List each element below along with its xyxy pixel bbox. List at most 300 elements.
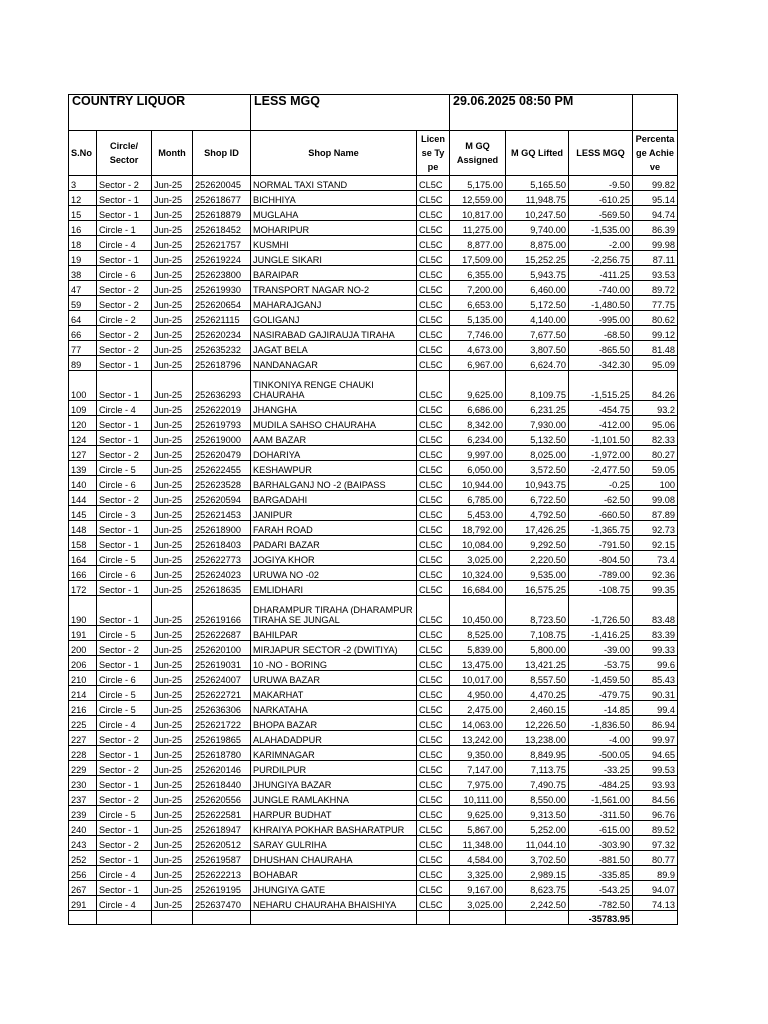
total-blank-cell xyxy=(633,911,678,925)
cell-less-mgq: -865.50 xyxy=(569,341,633,356)
cell-shop-name: BARHALGANJ NO -2 (BAIPASS xyxy=(251,476,417,491)
cell-circle-sector: Sector - 2 xyxy=(97,446,152,461)
cell-shop-name: 10 -NO - BORING xyxy=(251,656,417,671)
cell-less-mgq: -1,561.00 xyxy=(569,791,633,806)
header-row xyxy=(69,131,678,176)
cell-shop-id: 252619930 xyxy=(193,281,251,296)
cell-circle-sector: Sector - 2 xyxy=(97,326,152,341)
cell-percentage: 99.97 xyxy=(633,731,678,746)
cell-less-mgq: -14.85 xyxy=(569,701,633,716)
cell-circle-sector: Sector - 1 xyxy=(97,581,152,596)
cell-license-type: CL5C xyxy=(417,461,450,476)
cell-mgq-lifted: 8,623.75 xyxy=(506,881,569,896)
cell-mgq-lifted: 16,575.25 xyxy=(506,581,569,596)
cell-circle-sector: Sector - 2 xyxy=(97,641,152,656)
cell-shop-name: PURDILPUR xyxy=(251,761,417,776)
cell-mgq-assigned: 5,867.00 xyxy=(450,821,506,836)
cell-less-mgq: -53.75 xyxy=(569,656,633,671)
cell-mgq-lifted: 13,238.00 xyxy=(506,731,569,746)
cell-mgq-assigned: 7,746.00 xyxy=(450,326,506,341)
cell-shop-name: JHUNGIYA GATE xyxy=(251,881,417,896)
cell-percentage: 93.53 xyxy=(633,266,678,281)
cell-mgq-lifted: 8,109.75 xyxy=(506,371,569,401)
cell-percentage: 77.75 xyxy=(633,296,678,311)
cell-mgq-lifted: 9,292.50 xyxy=(506,536,569,551)
cell-shop-name: ALAHADADPUR xyxy=(251,731,417,746)
table-row xyxy=(69,536,678,551)
cell-month: Jun-25 xyxy=(152,821,193,836)
cell-license-type: CL5C xyxy=(417,746,450,761)
cell-circle-sector: Circle - 5 xyxy=(97,461,152,476)
table-row xyxy=(69,446,678,461)
cell-circle-sector: Sector - 2 xyxy=(97,281,152,296)
cell-sno: 191 xyxy=(69,626,97,641)
cell-less-mgq: -1,535.00 xyxy=(569,221,633,236)
cell-circle-sector: Sector - 1 xyxy=(97,416,152,431)
cell-circle-sector: Circle - 1 xyxy=(97,221,152,236)
cell-sno: 18 xyxy=(69,236,97,251)
cell-license-type: CL5C xyxy=(417,356,450,371)
cell-shop-name: MOHARIPUR xyxy=(251,221,417,236)
cell-license-type: CL5C xyxy=(417,641,450,656)
cell-shop-name: MUDILA SAHSO CHAURAHA xyxy=(251,416,417,431)
cell-shop-id: 252619793 xyxy=(193,416,251,431)
cell-mgq-lifted: 3,572.50 xyxy=(506,461,569,476)
cell-mgq-assigned: 9,167.00 xyxy=(450,881,506,896)
cell-month: Jun-25 xyxy=(152,716,193,731)
cell-sno: 47 xyxy=(69,281,97,296)
table-row xyxy=(69,281,678,296)
cell-sno: 190 xyxy=(69,596,97,626)
table-row xyxy=(69,851,678,866)
cell-month: Jun-25 xyxy=(152,881,193,896)
cell-license-type: CL5C xyxy=(417,656,450,671)
cell-license-type: CL5C xyxy=(417,581,450,596)
cell-shop-id: 252619031 xyxy=(193,656,251,671)
table-row xyxy=(69,656,678,671)
cell-mgq-lifted: 11,948.75 xyxy=(506,191,569,206)
cell-less-mgq: -1,972.00 xyxy=(569,446,633,461)
cell-mgq-assigned: 10,450.00 xyxy=(450,596,506,626)
cell-mgq-lifted: 7,677.50 xyxy=(506,326,569,341)
cell-month: Jun-25 xyxy=(152,296,193,311)
cell-circle-sector: Sector - 1 xyxy=(97,536,152,551)
cell-circle-sector: Sector - 2 xyxy=(97,731,152,746)
cell-mgq-lifted: 7,930.00 xyxy=(506,416,569,431)
cell-license-type: CL5C xyxy=(417,281,450,296)
cell-percentage: 86.94 xyxy=(633,716,678,731)
cell-circle-sector: Sector - 1 xyxy=(97,356,152,371)
cell-mgq-assigned: 7,147.00 xyxy=(450,761,506,776)
cell-license-type: CL5C xyxy=(417,401,450,416)
cell-percentage: 84.26 xyxy=(633,371,678,401)
cell-mgq-lifted: 7,490.75 xyxy=(506,776,569,791)
cell-shop-id: 252622721 xyxy=(193,686,251,701)
cell-mgq-lifted: 8,875.00 xyxy=(506,236,569,251)
cell-percentage: 97.32 xyxy=(633,836,678,851)
cell-sno: 166 xyxy=(69,566,97,581)
cell-license-type: CL5C xyxy=(417,191,450,206)
table-row xyxy=(69,416,678,431)
cell-mgq-lifted: 3,807.50 xyxy=(506,341,569,356)
cell-mgq-lifted: 4,140.00 xyxy=(506,311,569,326)
cell-less-mgq: -1,836.50 xyxy=(569,716,633,731)
cell-sno: 19 xyxy=(69,251,97,266)
cell-mgq-lifted: 5,165.50 xyxy=(506,176,569,191)
cell-mgq-lifted: 7,113.75 xyxy=(506,761,569,776)
cell-month: Jun-25 xyxy=(152,566,193,581)
cell-mgq-assigned: 4,673.00 xyxy=(450,341,506,356)
cell-percentage: 90.31 xyxy=(633,686,678,701)
cell-mgq-lifted: 13,421.25 xyxy=(506,656,569,671)
cell-mgq-assigned: 10,017.00 xyxy=(450,671,506,686)
cell-circle-sector: Sector - 1 xyxy=(97,596,152,626)
cell-sno: 120 xyxy=(69,416,97,431)
cell-license-type: CL5C xyxy=(417,626,450,641)
table-row xyxy=(69,266,678,281)
table-row xyxy=(69,401,678,416)
cell-mgq-assigned: 6,355.00 xyxy=(450,266,506,281)
cell-license-type: CL5C xyxy=(417,761,450,776)
cell-less-mgq: -789.00 xyxy=(569,566,633,581)
cell-shop-name: GOLIGANJ xyxy=(251,311,417,326)
cell-mgq-assigned: 2,475.00 xyxy=(450,701,506,716)
cell-circle-sector: Sector - 1 xyxy=(97,746,152,761)
cell-license-type: CL5C xyxy=(417,431,450,446)
cell-mgq-lifted: 7,108.75 xyxy=(506,626,569,641)
table-row xyxy=(69,566,678,581)
cell-shop-name: FARAH ROAD xyxy=(251,521,417,536)
cell-mgq-lifted: 5,800.00 xyxy=(506,641,569,656)
cell-mgq-lifted: 10,943.75 xyxy=(506,476,569,491)
cell-mgq-assigned: 9,625.00 xyxy=(450,371,506,401)
cell-month: Jun-25 xyxy=(152,341,193,356)
cell-percentage: 89.52 xyxy=(633,821,678,836)
cell-sno: 12 xyxy=(69,191,97,206)
cell-sno: 228 xyxy=(69,746,97,761)
table-row xyxy=(69,836,678,851)
table-row xyxy=(69,551,678,566)
cell-shop-id: 252620594 xyxy=(193,491,251,506)
table-row xyxy=(69,236,678,251)
cell-shop-name: MIRJAPUR SECTOR -2 (DWITIYA) xyxy=(251,641,417,656)
cell-sno: 240 xyxy=(69,821,97,836)
cell-circle-sector: Sector - 1 xyxy=(97,521,152,536)
table-row xyxy=(69,671,678,686)
cell-sno: 16 xyxy=(69,221,97,236)
cell-percentage: 87.11 xyxy=(633,251,678,266)
cell-less-mgq: -1,365.75 xyxy=(569,521,633,536)
less-mgq-total: -35783.95 xyxy=(569,911,633,925)
cell-shop-id: 252620234 xyxy=(193,326,251,341)
cell-license-type: CL5C xyxy=(417,446,450,461)
cell-mgq-assigned: 10,111.00 xyxy=(450,791,506,806)
cell-month: Jun-25 xyxy=(152,656,193,671)
cell-month: Jun-25 xyxy=(152,671,193,686)
cell-less-mgq: -33.25 xyxy=(569,761,633,776)
cell-sno: 100 xyxy=(69,371,97,401)
cell-license-type: CL5C xyxy=(417,296,450,311)
cell-sno: 38 xyxy=(69,266,97,281)
cell-mgq-lifted: 4,792.50 xyxy=(506,506,569,521)
cell-month: Jun-25 xyxy=(152,506,193,521)
total-blank-cell xyxy=(97,911,152,925)
cell-less-mgq: -62.50 xyxy=(569,491,633,506)
cell-less-mgq: -342.30 xyxy=(569,356,633,371)
cell-mgq-assigned: 3,325.00 xyxy=(450,866,506,881)
cell-sno: 64 xyxy=(69,311,97,326)
cell-shop-name: KHRAIYA POKHAR BASHARATPUR xyxy=(251,821,417,836)
cell-shop-id: 252635232 xyxy=(193,341,251,356)
cell-circle-sector: Sector - 1 xyxy=(97,776,152,791)
cell-mgq-lifted: 17,426.25 xyxy=(506,521,569,536)
cell-circle-sector: Circle - 5 xyxy=(97,686,152,701)
cell-month: Jun-25 xyxy=(152,401,193,416)
cell-month: Jun-25 xyxy=(152,536,193,551)
table-row xyxy=(69,491,678,506)
cell-shop-id: 252619166 xyxy=(193,596,251,626)
cell-mgq-assigned: 3,025.00 xyxy=(450,551,506,566)
cell-sno: 239 xyxy=(69,806,97,821)
cell-sno: 127 xyxy=(69,446,97,461)
cell-circle-sector: Circle - 5 xyxy=(97,806,152,821)
cell-shop-name: BHOPA BAZAR xyxy=(251,716,417,731)
cell-shop-id: 252620479 xyxy=(193,446,251,461)
cell-mgq-assigned: 9,350.00 xyxy=(450,746,506,761)
cell-month: Jun-25 xyxy=(152,251,193,266)
cell-sno: 206 xyxy=(69,656,97,671)
cell-percentage: 94.07 xyxy=(633,881,678,896)
table-row xyxy=(69,311,678,326)
cell-circle-sector: Sector - 1 xyxy=(97,191,152,206)
table-row xyxy=(69,461,678,476)
cell-percentage: 100 xyxy=(633,476,678,491)
cell-shop-name: DHARAMPUR TIRAHA (DHARAMPUR TIRAHA SE JUNGAL xyxy=(251,596,417,626)
cell-license-type: CL5C xyxy=(417,176,450,191)
cell-sno: 227 xyxy=(69,731,97,746)
cell-mgq-assigned: 8,877.00 xyxy=(450,236,506,251)
cell-license-type: CL5C xyxy=(417,776,450,791)
cell-less-mgq: -479.75 xyxy=(569,686,633,701)
cell-license-type: CL5C xyxy=(417,236,450,251)
total-blank-cell xyxy=(417,911,450,925)
cell-month: Jun-25 xyxy=(152,731,193,746)
cell-mgq-assigned: 14,063.00 xyxy=(450,716,506,731)
cell-circle-sector: Sector - 1 xyxy=(97,881,152,896)
cell-license-type: CL5C xyxy=(417,536,450,551)
cell-license-type: CL5C xyxy=(417,806,450,821)
col-header-less-mgq: LESS MGQ xyxy=(569,131,633,176)
cell-shop-name: JANIPUR xyxy=(251,506,417,521)
cell-mgq-assigned: 16,684.00 xyxy=(450,581,506,596)
table-row xyxy=(69,176,678,191)
cell-shop-id: 252619000 xyxy=(193,431,251,446)
table-row xyxy=(69,791,678,806)
cell-shop-id: 252618677 xyxy=(193,191,251,206)
cell-less-mgq: -804.50 xyxy=(569,551,633,566)
cell-mgq-lifted: 6,231.25 xyxy=(506,401,569,416)
cell-month: Jun-25 xyxy=(152,581,193,596)
cell-circle-sector: Circle - 6 xyxy=(97,566,152,581)
cell-sno: 109 xyxy=(69,401,97,416)
cell-sno: 172 xyxy=(69,581,97,596)
cell-mgq-lifted: 6,624.70 xyxy=(506,356,569,371)
cell-month: Jun-25 xyxy=(152,311,193,326)
table-row xyxy=(69,821,678,836)
cell-shop-id: 252622581 xyxy=(193,806,251,821)
cell-less-mgq: -1,416.25 xyxy=(569,626,633,641)
cell-mgq-lifted: 8,025.00 xyxy=(506,446,569,461)
cell-mgq-lifted: 6,722.50 xyxy=(506,491,569,506)
cell-shop-id: 252621115 xyxy=(193,311,251,326)
cell-mgq-lifted: 8,557.50 xyxy=(506,671,569,686)
cell-percentage: 99.53 xyxy=(633,761,678,776)
table-row xyxy=(69,206,678,221)
cell-circle-sector: Circle - 3 xyxy=(97,506,152,521)
cell-mgq-lifted: 9,740.00 xyxy=(506,221,569,236)
cell-month: Jun-25 xyxy=(152,701,193,716)
cell-shop-id: 252622213 xyxy=(193,866,251,881)
cell-shop-id: 252622773 xyxy=(193,551,251,566)
cell-mgq-lifted: 5,132.50 xyxy=(506,431,569,446)
cell-shop-id: 252620556 xyxy=(193,791,251,806)
cell-mgq-lifted: 2,989.15 xyxy=(506,866,569,881)
cell-shop-id: 252618440 xyxy=(193,776,251,791)
cell-sno: 256 xyxy=(69,866,97,881)
cell-percentage: 99.98 xyxy=(633,236,678,251)
cell-percentage: 99.12 xyxy=(633,326,678,341)
cell-shop-id: 252623528 xyxy=(193,476,251,491)
cell-mgq-assigned: 6,686.00 xyxy=(450,401,506,416)
cell-mgq-lifted: 8,723.50 xyxy=(506,596,569,626)
total-blank-cell xyxy=(69,911,97,925)
cell-mgq-assigned: 8,525.00 xyxy=(450,626,506,641)
cell-circle-sector: Sector - 1 xyxy=(97,206,152,221)
cell-circle-sector: Sector - 2 xyxy=(97,176,152,191)
total-blank-cell xyxy=(450,911,506,925)
cell-mgq-assigned: 10,817.00 xyxy=(450,206,506,221)
cell-sno: 139 xyxy=(69,461,97,476)
cell-less-mgq: -484.25 xyxy=(569,776,633,791)
cell-less-mgq: -2,477.50 xyxy=(569,461,633,476)
cell-mgq-assigned: 6,653.00 xyxy=(450,296,506,311)
cell-sno: 230 xyxy=(69,776,97,791)
col-header-mgq-lifted: M GQ Lifted xyxy=(506,131,569,176)
cell-shop-name: MAHARAJGANJ xyxy=(251,296,417,311)
cell-license-type: CL5C xyxy=(417,701,450,716)
cell-license-type: CL5C xyxy=(417,521,450,536)
cell-shop-id: 252618780 xyxy=(193,746,251,761)
cell-percentage: 92.36 xyxy=(633,566,678,581)
cell-sno: 77 xyxy=(69,341,97,356)
cell-mgq-assigned: 12,559.00 xyxy=(450,191,506,206)
cell-license-type: CL5C xyxy=(417,371,450,401)
cell-percentage: 80.62 xyxy=(633,311,678,326)
cell-license-type: CL5C xyxy=(417,881,450,896)
cell-shop-name: NANDANAGAR xyxy=(251,356,417,371)
cell-percentage: 83.48 xyxy=(633,596,678,626)
cell-percentage: 95.06 xyxy=(633,416,678,431)
cell-less-mgq: -660.50 xyxy=(569,506,633,521)
cell-less-mgq: -412.00 xyxy=(569,416,633,431)
cell-percentage: 93.2 xyxy=(633,401,678,416)
cell-mgq-lifted: 9,535.00 xyxy=(506,566,569,581)
cell-sno: 3 xyxy=(69,176,97,191)
cell-mgq-assigned: 6,785.00 xyxy=(450,491,506,506)
cell-shop-id: 252618452 xyxy=(193,221,251,236)
cell-percentage: 93.93 xyxy=(633,776,678,791)
cell-shop-id: 252620654 xyxy=(193,296,251,311)
cell-license-type: CL5C xyxy=(417,791,450,806)
cell-shop-id: 252636293 xyxy=(193,371,251,401)
total-row xyxy=(69,911,678,925)
cell-license-type: CL5C xyxy=(417,821,450,836)
cell-mgq-lifted: 12,226.50 xyxy=(506,716,569,731)
cell-shop-name: NARKATAHA xyxy=(251,701,417,716)
cell-less-mgq: -0.25 xyxy=(569,476,633,491)
cell-shop-name: EMLIDHARI xyxy=(251,581,417,596)
cell-month: Jun-25 xyxy=(152,431,193,446)
cell-shop-id: 252620045 xyxy=(193,176,251,191)
table-row xyxy=(69,581,678,596)
cell-sno: 237 xyxy=(69,791,97,806)
table-row xyxy=(69,701,678,716)
cell-shop-id: 252618796 xyxy=(193,356,251,371)
cell-sno: 59 xyxy=(69,296,97,311)
cell-license-type: CL5C xyxy=(417,716,450,731)
cell-shop-id: 252624023 xyxy=(193,566,251,581)
cell-shop-name: JHANGHA xyxy=(251,401,417,416)
cell-percentage: 95.14 xyxy=(633,191,678,206)
cell-mgq-assigned: 9,625.00 xyxy=(450,806,506,821)
cell-sno: 243 xyxy=(69,836,97,851)
cell-shop-name: JAGAT BELA xyxy=(251,341,417,356)
cell-mgq-lifted: 5,252.00 xyxy=(506,821,569,836)
table-row xyxy=(69,866,678,881)
cell-sno: 89 xyxy=(69,356,97,371)
cell-sno: 267 xyxy=(69,881,97,896)
cell-shop-name: DHUSHAN CHAURAHA xyxy=(251,851,417,866)
cell-mgq-assigned: 3,025.00 xyxy=(450,896,506,911)
cell-mgq-assigned: 13,475.00 xyxy=(450,656,506,671)
cell-shop-id: 252618403 xyxy=(193,536,251,551)
cell-month: Jun-25 xyxy=(152,221,193,236)
cell-shop-id: 252619587 xyxy=(193,851,251,866)
cell-sno: 66 xyxy=(69,326,97,341)
cell-circle-sector: Circle - 6 xyxy=(97,266,152,281)
cell-license-type: CL5C xyxy=(417,221,450,236)
cell-mgq-assigned: 5,135.00 xyxy=(450,311,506,326)
cell-sno: 15 xyxy=(69,206,97,221)
cell-sno: 158 xyxy=(69,536,97,551)
cell-percentage: 80.77 xyxy=(633,851,678,866)
cell-mgq-lifted: 8,550.00 xyxy=(506,791,569,806)
cell-percentage: 81.48 xyxy=(633,341,678,356)
cell-license-type: CL5C xyxy=(417,326,450,341)
cell-mgq-lifted: 11,044.10 xyxy=(506,836,569,851)
cell-less-mgq: -782.50 xyxy=(569,896,633,911)
cell-month: Jun-25 xyxy=(152,896,193,911)
table-row xyxy=(69,731,678,746)
total-blank-cell xyxy=(193,911,251,925)
table-row xyxy=(69,521,678,536)
cell-shop-name: MAKARHAT xyxy=(251,686,417,701)
cell-license-type: CL5C xyxy=(417,266,450,281)
cell-circle-sector: Sector - 1 xyxy=(97,821,152,836)
cell-shop-name: BAHILPAR xyxy=(251,626,417,641)
cell-percentage: 94.74 xyxy=(633,206,678,221)
cell-less-mgq: -68.50 xyxy=(569,326,633,341)
